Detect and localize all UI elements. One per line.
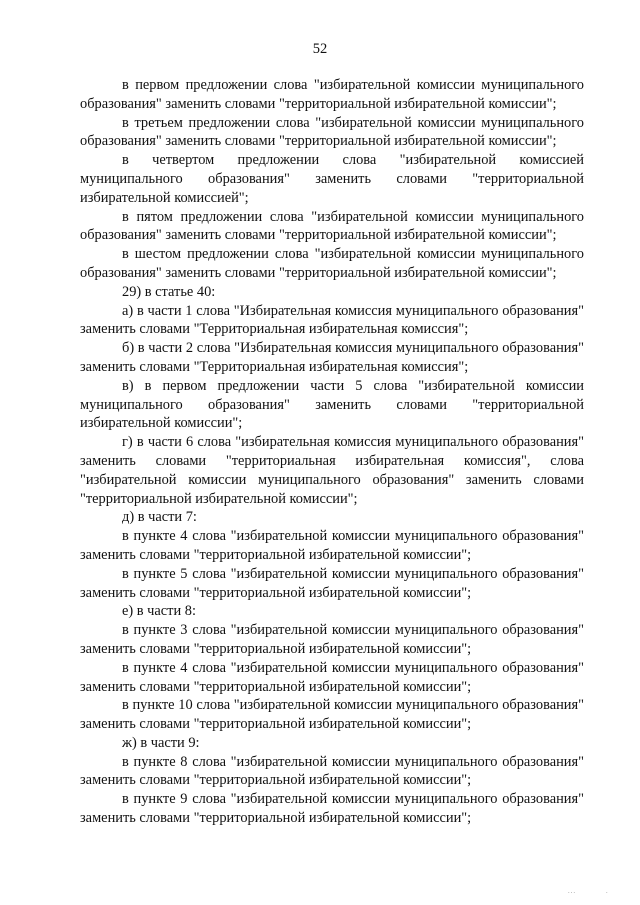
paragraph: в пункте 8 слова "избирательной комиссии муниципального образования" заменить словами "территориальной избирательной комиссии";: [80, 753, 584, 789]
paragraph: в пункте 4 слова "избирательной комиссии муниципального образования" заменить словами "территориальной избирательной комиссии";: [80, 659, 584, 695]
footer-mark: ...: [568, 889, 577, 895]
paragraph: в пункте 3 слова "избирательной комиссии муниципального образования" заменить словами "территориальной избирательной комиссии";: [80, 622, 584, 657]
paragraph: в пятом предложении слова "избирательной комиссии муниципального образования" заменить словами "территориальной избирательной комиссии";: [80, 208, 584, 244]
footer-dot: .: [606, 889, 608, 895]
paragraph: в) в первом предложении части 5 слова "избирательной комиссии муниципального образования" заменить словами "территориальной избирательной комиссии";: [80, 377, 584, 432]
paragraph: г) в части 6 слова "избирательная комиссия муниципального образования" заменить словами "территориальная избирательная комиссия", слова "избирательной комиссии муниципального образования" заменить словами "территориальной избирательной комиссии";: [80, 434, 584, 507]
subsection-heading: ж) в части 9:: [122, 734, 200, 751]
paragraph: в пункте 9 слова "избирательной комиссии муниципального образования" заменить словами "территориальной избирательной комиссии";: [80, 791, 584, 827]
paragraph: б) в части 2 слова "Избирательная комиссия муниципального образования" заменить словами "Территориальная избирательная комиссия";: [80, 340, 584, 375]
paragraph: в первом предложении слова "избирательной комиссии муниципального образования" заменить словами "территориальной избирательной комиссии";: [80, 77, 584, 112]
paragraph: а) в части 1 слова "Избирательная комиссия муниципального образования" заменить словами "Территориальная избирательная комиссия";: [80, 302, 584, 338]
paragraph: в пункте 4 слова "избирательной комиссии муниципального образования" заменить словами "территориальной избирательной комиссии";: [80, 528, 584, 563]
document-body: [80, 76, 584, 828]
paragraph: в пункте 10 слова "избирательной комиссии муниципального образования" заменить словами "территориальной избирательной комиссии";: [80, 697, 584, 733]
page-number: 52: [312, 41, 328, 57]
subsection-heading: е) в части 8:: [122, 603, 196, 620]
paragraph: в шестом предложении слова "избирательной комиссии муниципального образования" заменить словами "территориальной избирательной комиссии";: [80, 246, 584, 281]
section-heading: 29) в статье 40:: [122, 283, 216, 300]
subsection-heading: д) в части 7:: [122, 509, 197, 526]
paragraph: в третьем предложении слова "избирательной комиссии муниципального образования" заменить словами "территориальной избирательной комиссии";: [80, 114, 584, 150]
paragraph: в четвертом предложении слова "избирательной комиссией муниципального образования" заменить словами "территориальной избирательной комиссией";: [80, 152, 584, 206]
paragraph: в пункте 5 слова "избирательной комиссии муниципального образования" заменить словами "территориальной избирательной комиссии";: [80, 565, 584, 601]
